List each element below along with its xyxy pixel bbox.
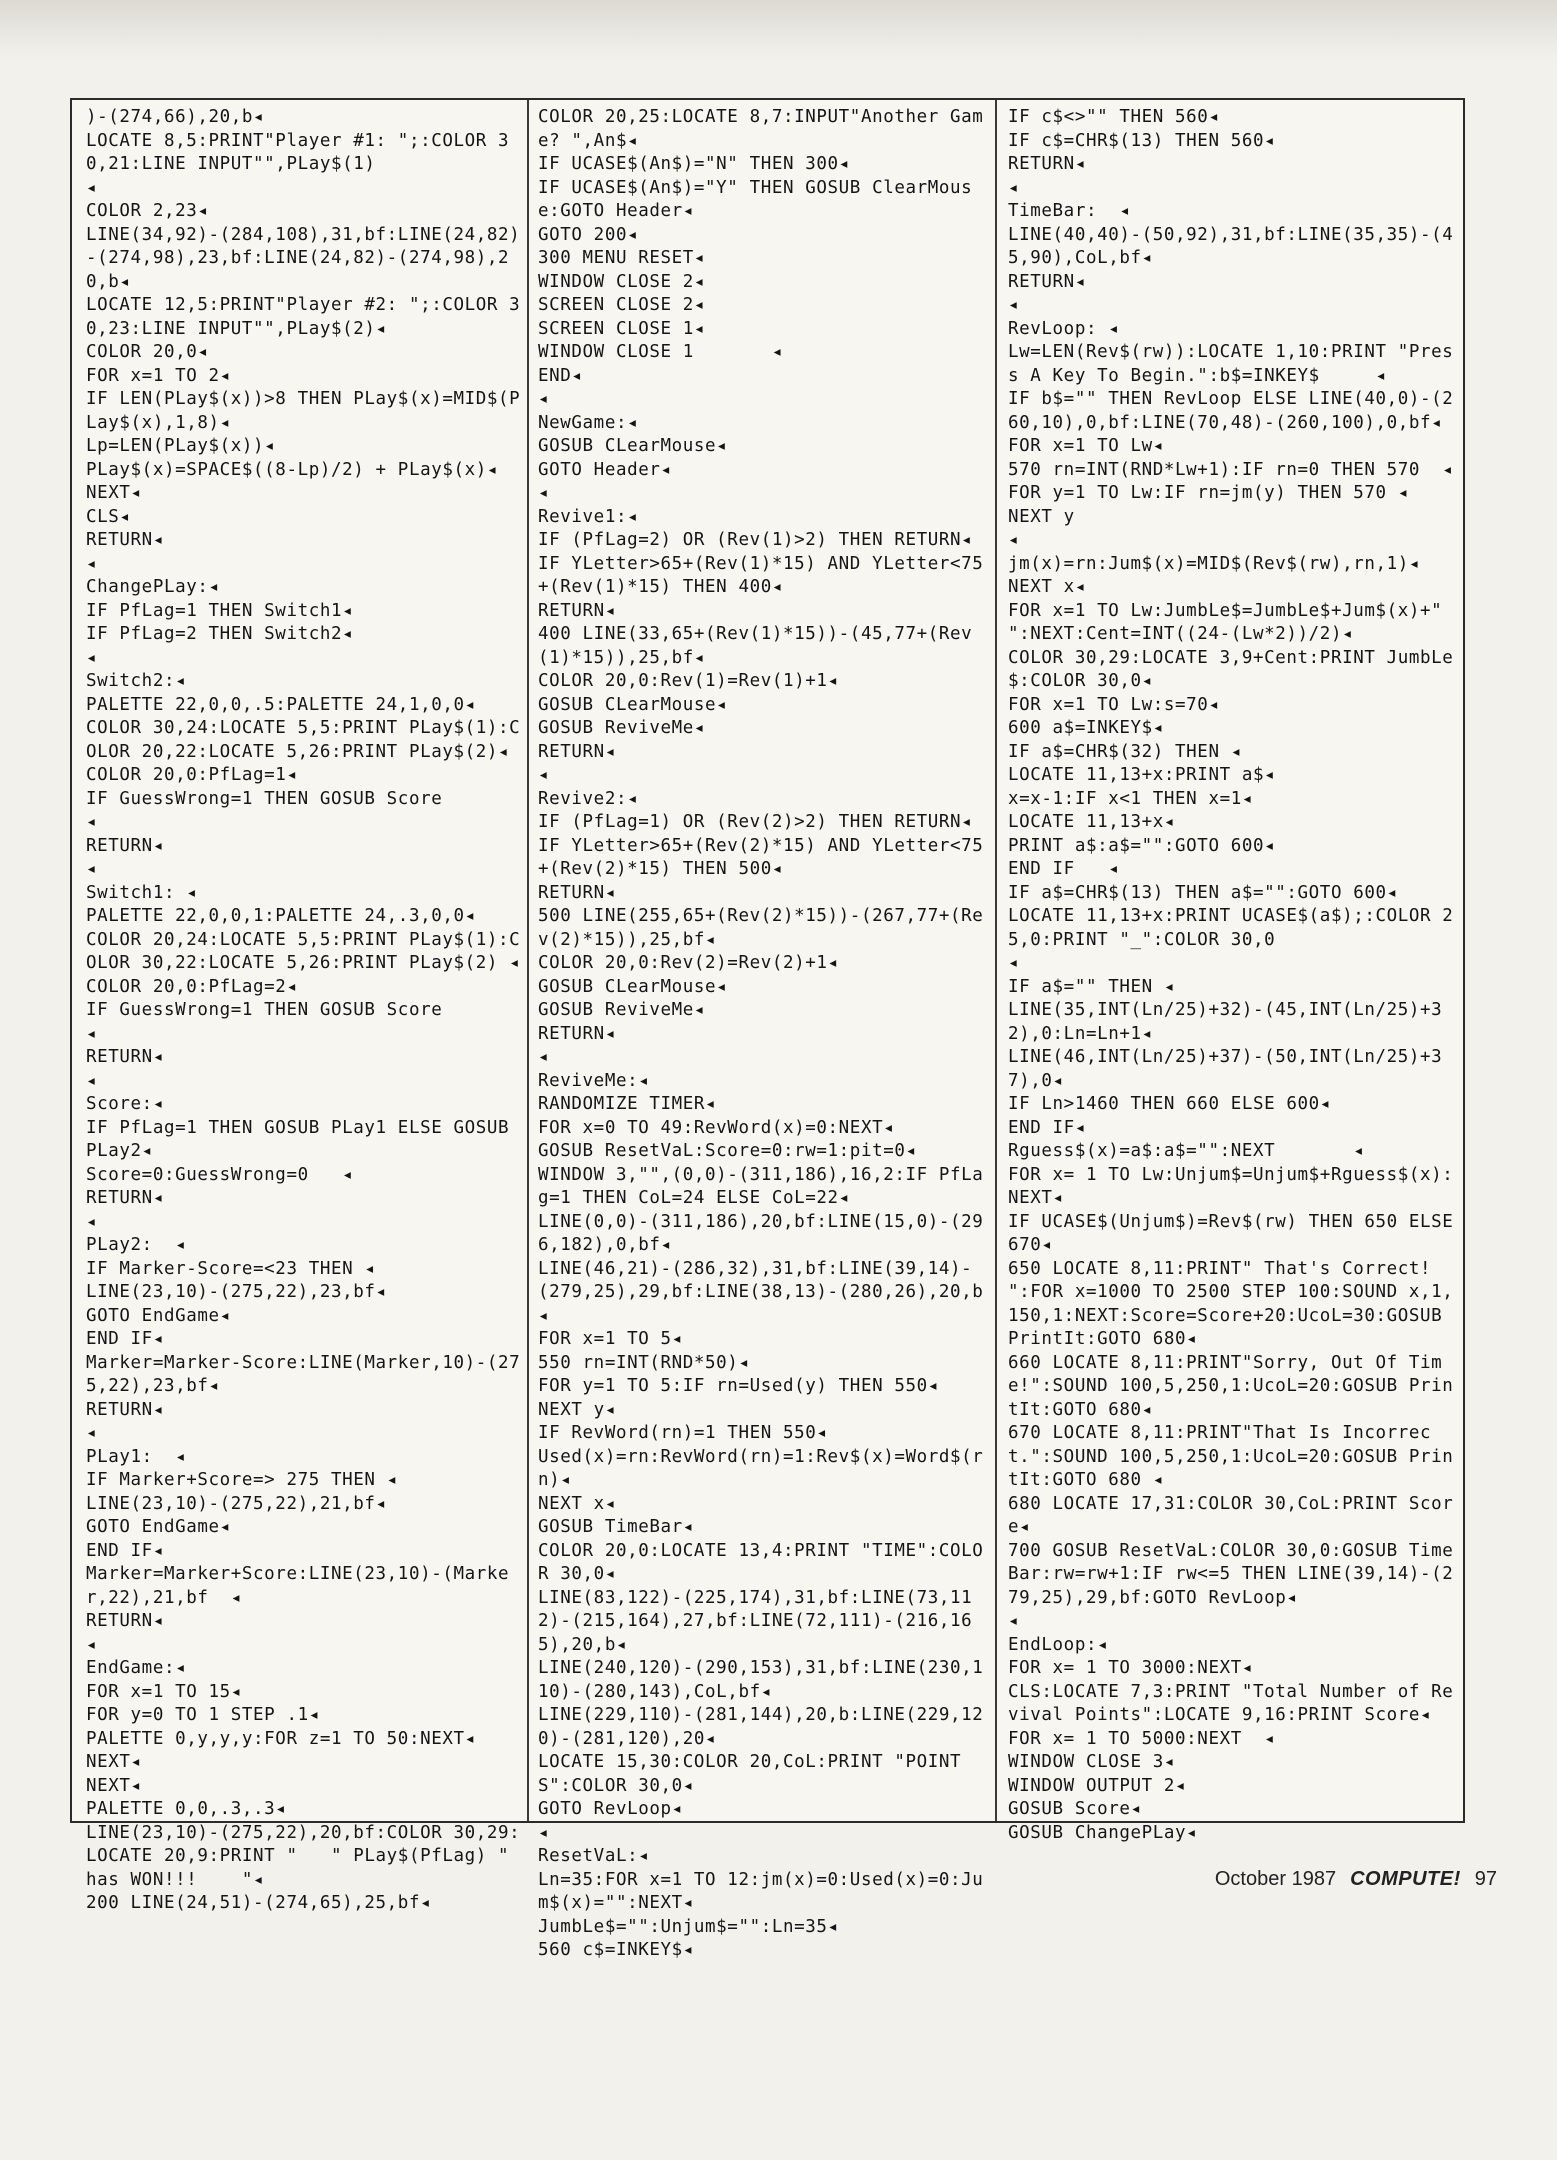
listing-column-2	[538, 106, 988, 1960]
column-divider	[995, 100, 997, 1821]
listing-column-1	[86, 106, 521, 1913]
page-number: 97	[1474, 1868, 1497, 1890]
code-text: COLOR 20,25:LOCATE 8,7:INPUT"Another Game? ",An$◂ IF UCASE$(An$)="N" THEN 300◂ IF UCASE$(An$)="Y" THEN GOSUB ClearMouse:GOTO Header◂ GOTO 200◂ 300 MENU RESET◂ WINDOW CLOSE 2◂ SCREEN CLOSE 2◂ SCREEN CLOSE 1◂ WINDOW CLOSE 1 ◂ END◂ ◂ NewGame:◂ GOSUB CLearMouse◂ GOTO Header◂ ◂ Revive1:◂ IF (PfLag=2) OR (Rev(1)>2) THEN RETURN◂ IF YLetter>65+(Rev(1)*15) AND YLetter<75+(Rev(1)*15) THEN 400◂ RETURN◂ 400 LINE(33,65+(Rev(1)*15))-(45,77+(Rev(1)*15)),25,bf◂ COLOR 20,0:Rev(1)=Rev(1)+1◂ GOSUB CLearMouse◂ GOSUB ReviveMe◂ RETURN◂ ◂ Revive2:◂ IF (PfLag=1) OR (Rev(2)>2) THEN RETURN◂ IF YLetter>65+(Rev(2)*15) AND YLetter<75+(Rev(2)*15) THEN 500◂ RETURN◂ 500 LINE(255,65+(Rev(2)*15))-(267,77+(Rev(2)*15)),25,bf◂ COLOR 20,0:Rev(2)=Rev(2)+1◂ GOSUB CLearMouse◂ GOSUB ReviveMe◂ RETURN◂ ◂ ReviveMe:◂ RANDOMIZE TIMER◂ FOR x=0 TO 49:RevWord(x)=0:NEXT◂ GOSUB ResetVaL:Score=0:rw=1:pit=0◂ WINDOW 3,"",(0,0)-(311,186),16,2:IF PfLag=1 THEN CoL=24 ELSE CoL=22◂ LINE(0,0)-(311,186),20,bf:LINE(15,0)-(296,182),0,bf◂ LINE(46,21)-(286,32),31,bf:LINE(39,14)-(279,25),29,bf:LINE(38,13)-(280,26),20,b◂ FOR x=1 TO 5◂ 550 rn=INT(RND*50)◂ FOR y=1 TO 5:IF rn=Used(y) THEN 550◂ NEXT y◂ IF RevWord(rn)=1 THEN 550◂ Used(x)=rn:RevWord(rn)=1:Rev$(x)=Word$(rn)◂ NEXT x◂ GOSUB TimeBar◂ COLOR 20,0:LOCATE 13,4:PRINT "TIME":COLOR 30,0◂ LINE(83,122)-(225,174),31,bf:LINE(73,112)-(215,164),27,bf:LINE(72,111)-(216,165),20,b◂ LINE(240,120)-(290,153),31,bf:LINE(230,110)-(280,143),CoL,bf◂ LINE(229,110)-(281,144),20,b:LINE(229,120)-(281,120),20◂ LOCATE 15,30:COLOR 20,CoL:PRINT "POINTS":COLOR 30,0◂ GOTO RevLoop◂ ◂ ResetVaL:◂ Ln=35:FOR x=1 TO 12:jm(x)=0:Used(x)=0:Jum$(x)="":NEXT◂ JumbLe$="":Unjum$="":Ln=35◂ 560 c$=INKEY$◂	[538, 107, 984, 1960]
page-footer	[1215, 1868, 1497, 1891]
magazine-name: COMPUTE!	[1350, 1868, 1461, 1890]
code-text: )-(274,66),20,b◂ LOCATE 8,5:PRINT"Player #1: ";:COLOR 30,21:LINE INPUT"",PLay$(1) ◂ COLOR 2,23◂ LINE(34,92)-(284,108),31,bf:LINE(24,82)-(274,98),23,bf:LINE(24,82)-(274,98),20,b◂ LOCATE 12,5:PRINT"Player #2: ";:COLOR 30,23:LINE INPUT"",PLay$(2)◂ COLOR 20,0◂ FOR x=1 TO 2◂ IF LEN(PLay$(x))>8 THEN PLay$(x)=MID$(PLay$(x),1,8)◂ Lp=LEN(PLay$(x))◂ PLay$(x)=SPACE$((8-Lp)/2) + PLay$(x)◂ NEXT◂ CLS◂ RETURN◂ ◂ ChangePLay:◂ IF PfLag=1 THEN Switch1◂ IF PfLag=2 THEN Switch2◂ ◂ Switch2:◂ PALETTE 22,0,0,.5:PALETTE 24,1,0,0◂ COLOR 30,24:LOCATE 5,5:PRINT PLay$(1):COLOR 20,22:LOCATE 5,26:PRINT PLay$(2)◂ COLOR 20,0:PfLag=1◂ IF GuessWrong=1 THEN GOSUB Score ◂ RETURN◂ ◂ Switch1: ◂ PALETTE 22,0,0,1:PALETTE 24,.3,0,0◂ COLOR 20,24:LOCATE 5,5:PRINT PLay$(1):COLOR 30,22:LOCATE 5,26:PRINT PLay$(2) ◂ COLOR 20,0:PfLag=2◂ IF GuessWrong=1 THEN GOSUB Score ◂ RETURN◂ ◂ Score:◂ IF PfLag=1 THEN GOSUB PLay1 ELSE GOSUB PLay2◂ Score=0:GuessWrong=0 ◂ RETURN◂ ◂ PLay2: ◂ IF Marker-Score=<23 THEN ◂ LINE(23,10)-(275,22),23,bf◂ GOTO EndGame◂ END IF◂ Marker=Marker-Score:LINE(Marker,10)-(275,22),23,bf◂ RETURN◂ ◂ PLay1: ◂ IF Marker+Score=> 275 THEN ◂ LINE(23,10)-(275,22),21,bf◂ GOTO EndGame◂ END IF◂ Marker=Marker+Score:LINE(23,10)-(Marker,22),21,bf ◂ RETURN◂ ◂ EndGame:◂ FOR x=1 TO 15◂ FOR y=0 TO 1 STEP .1◂ PALETTE 0,y,y,y:FOR z=1 TO 50:NEXT◂ NEXT◂ NEXT◂ PALETTE 0,0,.3,.3◂ LINE(23,10)-(275,22),20,bf:COLOR 30,29:LOCATE 20,9:PRINT " " PLay$(PfLag) " has WON!!! "◂ 200 LINE(24,51)-(274,65),25,bf◂	[86, 107, 521, 1913]
issue-date: October 1987	[1214, 1868, 1337, 1890]
page-top-edge	[0, 0, 1557, 60]
listing-column-3	[1008, 106, 1458, 1843]
column-divider	[527, 100, 529, 1821]
code-text: IF c$<>"" THEN 560◂ IF c$=CHR$(13) THEN 560◂ RETURN◂ ◂ TimeBar: ◂ LINE(40,40)-(50,92),31,bf:LINE(35,35)-(45,90),CoL,bf◂ RETURN◂ ◂ RevLoop: ◂ Lw=LEN(Rev$(rw)):LOCATE 1,10:PRINT "Press A Key To Begin.":b$=INKEY$ ◂ IF b$="" THEN RevLoop ELSE LINE(40,0)-(260,10),0,bf:LINE(70,48)-(260,100),0,bf◂ FOR x=1 TO Lw◂ 570 rn=INT(RND*Lw+1):IF rn=0 THEN 570 ◂ FOR y=1 TO Lw:IF rn=jm(y) THEN 570 ◂ NEXT y ◂ jm(x)=rn:Jum$(x)=MID$(Rev$(rw),rn,1)◂ NEXT x◂ FOR x=1 TO Lw:JumbLe$=JumbLe$+Jum$(x)+" ":NEXT:Cent=INT((24-(Lw*2))/2)◂ COLOR 30,29:LOCATE 3,9+Cent:PRINT JumbLe$:COLOR 30,0◂ FOR x=1 TO Lw:s=70◂ 600 a$=INKEY$◂ IF a$=CHR$(32) THEN ◂ LOCATE 11,13+x:PRINT a$◂ x=x-1:IF x<1 THEN x=1◂ LOCATE 11,13+x◂ PRINT a$:a$="":GOTO 600◂ END IF ◂ IF a$=CHR$(13) THEN a$="":GOTO 600◂ LOCATE 11,13+x:PRINT UCASE$(a$);:COLOR 25,0:PRINT "_":COLOR 30,0 ◂ IF a$="" THEN ◂ LINE(35,INT(Ln/25)+32)-(45,INT(Ln/25)+32),0:Ln=Ln+1◂ LINE(46,INT(Ln/25)+37)-(50,INT(Ln/25)+37),0◂ IF Ln>1460 THEN 660 ELSE 600◂ END IF◂ Rguess$(x)=a$:a$="":NEXT ◂ FOR x= 1 TO Lw:Unjum$=Unjum$+Rguess$(x):NEXT◂ IF UCASE$(Unjum$)=Rev$(rw) THEN 650 ELSE 670◂ 650 LOCATE 8,11:PRINT" That's Correct! ":FOR x=1000 TO 2500 STEP 100:SOUND x,1,150,1:NEXT:Score=Score+20:UcoL=30:GOSUB PrintIt:GOTO 680◂ 660 LOCATE 8,11:PRINT"Sorry, Out Of Time!":SOUND 100,5,250,1:UcoL=20:GOSUB PrintIt:GOTO 680◂ 670 LOCATE 8,11:PRINT"That Is Incorrect.":SOUND 100,5,250,1:UcoL=20:GOSUB PrintIt:GOTO 680 ◂ 680 LOCATE 17,31:COLOR 30,CoL:PRINT Score◂ 700 GOSUB ResetVaL:COLOR 30,0:GOSUB TimeBar:rw=rw+1:IF rw<=5 THEN LINE(39,14)-(279,25),29,bf:GOTO RevLoop◂ ◂ EndLoop:◂ FOR x= 1 TO 3000:NEXT◂ CLS:LOCATE 7,3:PRINT "Total Number of Revival Points":LOCATE 9,16:PRINT Score◂ FOR x= 1 TO 5000:NEXT ◂ WINDOW CLOSE 3◂ WINDOW OUTPUT 2◂ GOSUB Score◂ GOSUB ChangePLay◂	[1008, 107, 1454, 1843]
